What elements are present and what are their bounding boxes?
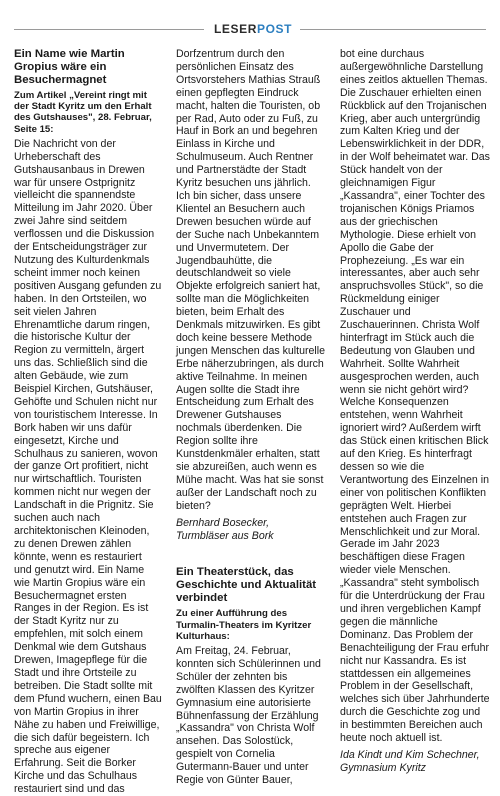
column-1 xyxy=(14,48,162,796)
header-rule-right xyxy=(300,29,486,30)
letter1-headline: Ein Name wie Martin Gropius wäre ein Besuchermagnet xyxy=(14,48,125,86)
letter2-headline: Ein Theaterstück, das Geschichte und Aktualität verbindet xyxy=(176,566,317,605)
letter2-body-col3-b: „Kassandra" steht symbolisch für die Unterdrückung der Frau und ihren vergeblichen Kampf gegen die männliche Dominanz. Das Problem der Benachteiligung der Frau erfuhr nicht nur Kassandra. Es ist stattdessen ein allgemeines Problem in der Gesellschaft, welches sich über Jahrhunderte durch die Geschichte zog und in bestimmten Bereichen auch heute noch aktuell ist. xyxy=(340,577,490,745)
letter1-signature-name: Bernhard Bosecker, xyxy=(176,516,270,529)
section-label-part1: LESER xyxy=(214,22,258,36)
section-label-part2: POST xyxy=(257,22,293,36)
letter1-body-col2: Dorfzentrum durch den persönlichen Einsatz des Ortsvorstehers Mathias Strauß einen gepflegten Eindruck macht, halten die Touristen, ob per Rad, Auto oder zu Fuß, zu Hauf in Bork an und begehren Einlass in Kirche und Schulmuseum. Auch Rentner und Partnerstädte der Stadt Kyritz besuchen uns jährlich. Ich bin sicher, dass unsere Klientel an Besuchern auch Drewen besuchen würde auf der Suche nach Unbekanntem und Unvermutetem. Der Jugendbauhütte, die deutschlandweit so viele Objekte erfolgreich saniert hat, sollte man die Möglichkeiten bieten, beim Erhalt des Denkmals mitzuwirken. Es gibt doch keine bessere Methode jungen Menschen das kulturelle Erbe näherzubringen, als durch aktive Teilnahme. In meinen Augen sollte die Stadt ihre Entscheidung zum Erhalt des Drewener Gutshauses nochmals überdenken. Die Region sollte ihre Kunstdenkmäler erhalten, statt sie abzureißen, auch wenn es Mühe macht. Was hat sie sonst außer der Landschaft noch zu bieten? xyxy=(176,48,325,512)
letter1-body-col1: Die Nachricht von der Urheberschaft des Gutshausanbaus in Drewen war für unsere Ostprignitz vielleicht die spannendste Mitteilung im Jahr 2020. Über zwei Jahre sind seitdem verflossen und die Diskussion der Entscheidungsträger zur Nutzung des Kulturdenkmals scheint immer noch keinen positiven Ausgang gefunden zu haben. In den Ortsteilen, wo seit vielen Jahren Ehrenamtliche darum ringen, die historische Kultur der Region zu vermitteln, ärgert uns das. Schließlich sind die alten Gebäude, wie zum Beispiel Kirchen, Gutshäuser, Gehöfte und Schulen nicht nur von touristischem Interesse. In Bork haben wir uns dafür eingesetzt, Kirche und Schulhaus zu sanieren, wovon der ganze Ort profitiert, nicht nur wirtschaftlich. Touristen kommen nicht nur wegen der Landschaft in die Prignitz. Sie suchen auch nach architektonischen Kleinoden, zu denen Drewen zählen könnte, wenn es restauriert und genutzt wird. Ein Name wie Martin Gropius wäre ein Besuchermagnet ersten Ranges in der Region. Es ist der Stadt Kyritz nur zu empfehlen, mit solch einem Denkmal wie dem Gutshaus Drewen, Imagepflege für die Stadt und ihre Ortsteile zu betreiben. Die Stadt sollte mit dem Pfund wuchern, einen Bau von Martin Gropius in ihrer Nähe zu haben und Freiwillige, die sich dafür begeistern. Ich spreche aus eigener Erfahrung. Seit die Borker Kirche und das Schulhaus restauriert sind und das xyxy=(14,137,162,796)
section-header xyxy=(0,0,500,36)
letter2-signature-place: Gymnasium Kyritz xyxy=(340,761,426,774)
letter2-signature-name: Ida Kindt und Kim Schechner, xyxy=(340,748,480,761)
letter1-subhead: Zum Artikel „Vereint ringt mit der Stadt Kyritz um den Erhalt des Gutshauses", 28. Februar, Seite 15: xyxy=(14,90,152,135)
letter1-signature-place: Turmbläser aus Bork xyxy=(176,529,274,542)
letter2-body-col3-a: bot eine durchaus außergewöhnliche Darstellung eines zeitlos aktuellen Themas. Die Zuschauer erhielten einen Rückblick auf den Trojanischen Krieg, aber auch untergründig zum Kalten Krieg und der Lebenswirklichkeit in der DDR, in der Wolf beheimatet war. Das Stück handelt von der gleichnamigen Figur „Kassandra", einer Tochter des trojanischen Königs Priamos aus der griechischen Mythologie. Diese erhielt von Apollo die Gabe der Prophezeiung. „Es war ein interessantes, aber auch sehr anspruchsvolles Stück", so die Rückmeldung einiger Zuschauer und Zuschauerinnen. Christa Wolf hinterfragt im Stück auch die Bedeutung von Glauben und Wahrheit. Sollte Wahrheit ausgesprochen werden, auch wenn sie nicht gehört wird? Welche Konsequenzen entstehen, wenn Wahrheit ignoriert wird? Außerdem wirft das Stück einen kritischen Blick auf den Krieg. Es hinterfragt dessen so wie die Verantwortung des Einzelnen in einer von politischen Konflikten geprägten Welt. Hierbei entstehen auch Fragen zur Menschlichkeit und zur Moral. Gerade im Jahr 2023 beschäftigen diese Fragen wieder viele Menschen. xyxy=(340,48,490,577)
header-rule-left xyxy=(14,29,204,30)
letter2-subhead: Zu einer Aufführung des Turmalin-Theaters im Kyritzer Kulturhaus: xyxy=(176,608,312,642)
section-label xyxy=(214,22,292,36)
column-2 xyxy=(176,48,326,787)
column-3 xyxy=(340,48,490,775)
letter2-body-col2: Am Freitag, 24. Februar, konnten sich Schülerinnen und Schüler der zehnten bis zwölften Klassen des Kyritzer Gymnasium eine autorisierte Bühnenfassung der Erzählung „Kassandra" von Christa Wolf ansehen. Das Solostück, gespielt von Cornelia Gutermann-Bauer und unter Regie von Günter Bauer, xyxy=(176,645,321,787)
